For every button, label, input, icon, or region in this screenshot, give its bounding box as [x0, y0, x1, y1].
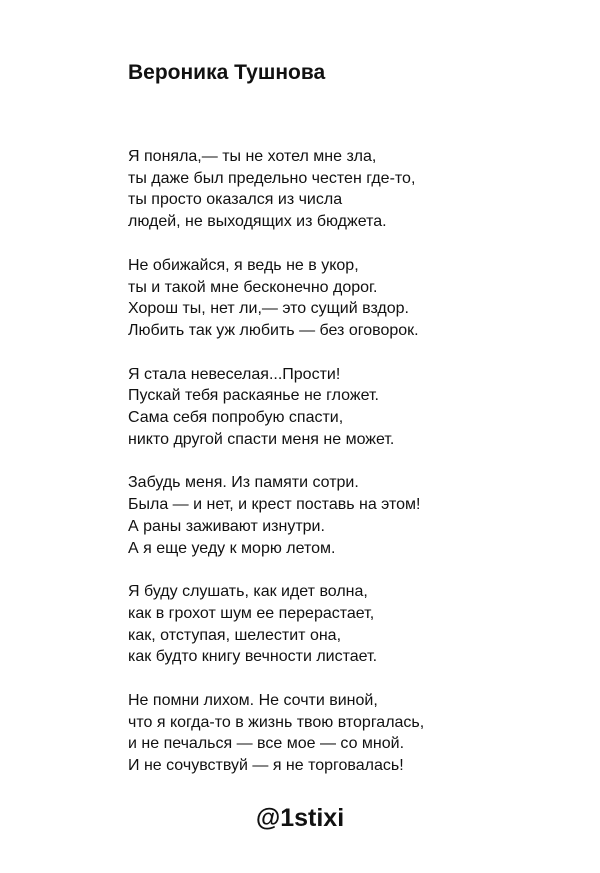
poem-line: ты и такой мне бесконечно дорог.	[128, 278, 378, 296]
poem-line: Не обижайся, я ведь не в укор,	[128, 256, 359, 274]
poem-line: Пускай тебя раскаянье не гложет.	[128, 387, 379, 405]
poem-line: как в грохот шум ее перерастает,	[128, 604, 375, 622]
poem-line: как, отступая, шелестит она,	[128, 626, 342, 644]
social-handle: @1stixi	[255, 804, 345, 832]
poem-line: что я когда-то в жизнь твою вторгалась,	[128, 713, 425, 731]
poem-line: Я стала невеселая...Прости!	[128, 365, 341, 383]
poem-line: ты даже был предельно честен где-то,	[128, 169, 416, 187]
poem-line: Не помни лихом. Не сочти виной,	[128, 692, 378, 710]
poem-line: И не сочувствуй — я не торговалась!	[128, 757, 404, 775]
stanza	[128, 146, 568, 233]
poem-line: людей, не выходящих из бюджета.	[128, 213, 387, 231]
poem-line: никто другой спасти меня не может.	[128, 430, 395, 448]
author-name: Вероника Тушнова	[128, 61, 326, 84]
poem-line: Была — и нет, и крест поставь на этом!	[128, 496, 421, 514]
poem-line: Я буду слушать, как идет волна,	[128, 583, 368, 601]
stanza	[128, 472, 568, 559]
poem-line: Хорош ты, нет ли,— это сущий вздор.	[128, 300, 409, 318]
stanza	[128, 255, 568, 342]
stanza	[128, 690, 568, 777]
poem-line: Я поняла,— ты не хотел мне зла,	[128, 148, 377, 165]
poem-line: А раны заживают изнутри.	[128, 517, 325, 535]
poem-line: Любить так уж любить — без оговорок.	[128, 321, 419, 339]
poem-line: Забудь меня. Из памяти сотри.	[128, 474, 359, 492]
poem-line: ты просто оказался из числа	[128, 191, 343, 209]
poem-line: как будто книгу вечности листает.	[128, 648, 378, 666]
poem-line: А я еще уеду к морю летом.	[128, 539, 336, 557]
poem-body	[128, 146, 568, 799]
stanza	[128, 581, 568, 668]
poem-line: Сама себя попробую спасти,	[128, 409, 344, 427]
stanza	[128, 364, 568, 451]
poem-line: и не печалься — все мое — со мной.	[128, 735, 405, 753]
